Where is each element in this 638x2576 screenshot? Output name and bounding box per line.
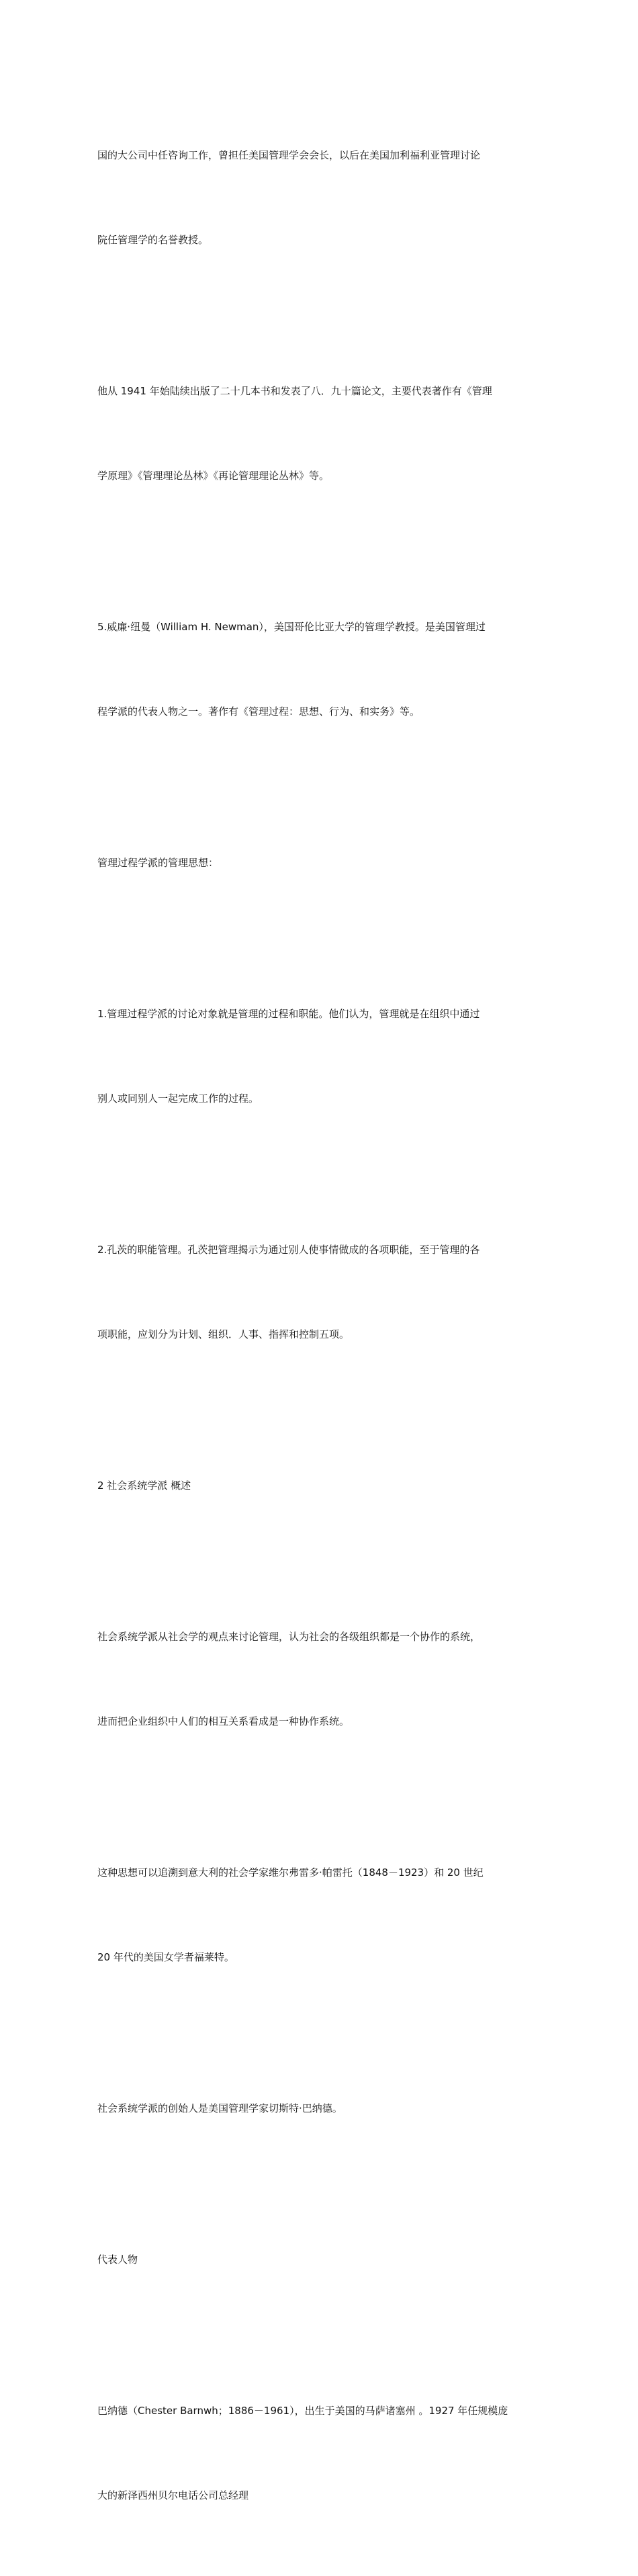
paragraph-line: 1.管理过程学派的讨论对象就是管理的过程和职能。他们认为，管理就是在组织中通过	[97, 1008, 480, 1020]
paragraph-line: 别人或同别人一起完成工作的过程。	[97, 1092, 259, 1105]
paragraph-9	[97, 1802, 541, 2028]
paragraph-line: 国的大公司中任咨询工作，曾担任美国管理学会会长，以后在美国加利福利亚管理讨论	[97, 149, 481, 161]
paragraph-line: 他从 1941 年始陆续出版了二十几本书和发表了八．九十篇论文，主要代表著作有《管理	[97, 385, 492, 397]
section-heading	[97, 1415, 541, 1556]
paragraph-line: 5.威廉·纽曼（William H. Newman），美国哥伦比亚大学的管理学教授。是美国管理过	[97, 621, 486, 633]
paragraph-3	[97, 556, 541, 782]
paragraph-12	[97, 2340, 541, 2566]
paragraph-1	[97, 85, 541, 310]
paragraph-line: 院任管理学的名誉教授。	[97, 234, 209, 246]
paragraph-line: 大的新泽西州贝尔电话公司总经理	[97, 2489, 249, 2501]
paragraph-line: 进而把企业组织中人们的相互关系看成是一种协作系统。	[97, 1715, 350, 1727]
paragraph-8	[97, 1566, 541, 1792]
paragraph-line: 2.孔茨的职能管理。孔茨把管理揭示为通过别人使事情做成的各项职能，至于管理的各	[97, 1244, 480, 1256]
paragraph-line: 学原理》《管理理论丛林》《再论管理理论丛林》等。	[97, 470, 330, 482]
paragraph-line: 这种思想可以追溯到意大利的社会学家维尔弗雷多·帕雷托（1848－1923）和 20 世纪	[97, 1866, 484, 1879]
paragraph-line: 2 社会系统学派 概述	[97, 1479, 191, 1492]
paragraph-line: 社会系统学派从社会学的观点来讨论管理，认为社会的各级组织都是一个协作的系统，	[97, 1631, 481, 1643]
paragraph-line: 代表人物	[97, 2253, 138, 2266]
paragraph-line: 程学派的代表人物之一。著作有《管理过程：思想、行为、和实务》等。	[97, 705, 420, 718]
document-body	[97, 85, 541, 2576]
paragraph-11	[97, 2189, 541, 2330]
paragraph-line: 20 年代的美国女学者福莱特。	[97, 1951, 234, 1963]
paragraph-line: 管理过程学派的管理思想：	[97, 857, 219, 869]
paragraph-4	[97, 792, 541, 933]
paragraph-line: 巴纳德（Chester Barnwh；1886－1961），出生于美国的马萨诸塞州 。1927 年任规模庞	[97, 2405, 508, 2417]
paragraph-line: 社会系统学派的创始人是美国管理学家切斯特·巴纳德。	[97, 2102, 343, 2114]
paragraph-2	[97, 320, 541, 546]
paragraph-10	[97, 2038, 541, 2179]
paragraph-line: 项职能，应划分为计划、组织．人事、指挥和控制五项。	[97, 1328, 350, 1340]
paragraph-5	[97, 943, 541, 1169]
paragraph-6	[97, 1179, 541, 1405]
